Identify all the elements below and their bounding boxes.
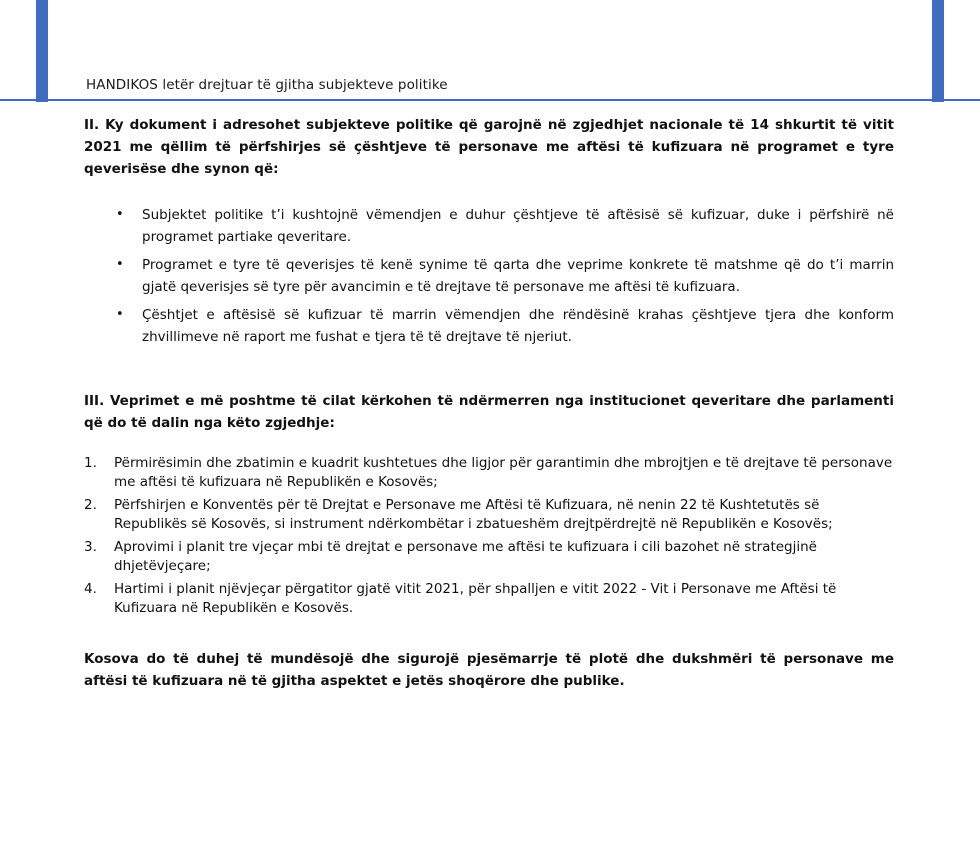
numbered-item: 3. Aprovimi i planit tre vjeçar mbi të drejtat e personave me aftësi te kufizuara i cili bazohet në strategjinë dhjetëvjeçare; [84, 539, 817, 574]
bullet-icon: • [116, 257, 124, 272]
document-body [84, 114, 894, 692]
bullet-item: • Çështjet e aftësisë së kufizuar të marrin vëmendjen dhe rëndësinë krahas çështjeve tjera dhe konform zhvillimeve në raport me fushat e tjera të të drejtave të njeriut. [84, 304, 894, 348]
section-2-intro: II. Ky dokument i adresohet subjekteve politike që garojnë në zgjedhjet nacionale të 14 shkurtit të vitit 2021 me qëllim të përfshirjes së çështjeve të personave me aftësi të kufizuara në programet e tyre qeverisëse dhe synon që: [84, 117, 894, 177]
numbered-item: 2. Përfshirjen e Konventës për të Drejtat e Personave me Aftësi të Kufizuara, në nenin 22 të Kushtetutës së Republikës së Kosovës, si instrument ndërkombëtar i zbatueshëm drejtpërdrejtë në Republikën e Kosovës; [84, 497, 833, 532]
closing-statement: Kosova do të duhej të mundësojë dhe sigurojë pjesëmarrje të plotë dhe dukshmëri të personave me aftësi të kufizuara në të gjitha aspektet e jetës shoqërore dhe publike. [84, 651, 894, 689]
section-3-title: III. Veprimet e më poshtme të cilat kërkohen të ndërmerren nga institucionet qeveritare dhe parlamenti që do të dalin nga këto zgjedhje: [84, 393, 894, 431]
bullet-item: • Programet e tyre të qeverisjes të kenë synime të qarta dhe veprime konkrete të matshme që do t’i marrin gjatë qeverisjes së tyre për avancimin e të drejtave të personave me aftësi të kufizuara. [84, 254, 894, 298]
bullet-icon: • [116, 307, 124, 322]
right-margin-bar [932, 0, 944, 102]
section-2-bullet-list [84, 204, 894, 348]
header-rule [0, 99, 980, 101]
section-3-numbered-list [84, 454, 894, 618]
numbered-item: 1. Përmirësimin dhe zbatimin e kuadrit kushtetues dhe ligjor për garantimin dhe mbrojtjen e të drejtave të personave me aftësi të kufizuara në Republikën e Kosovës; [84, 455, 893, 490]
bullet-icon: • [116, 207, 124, 222]
left-margin-bar [36, 0, 48, 102]
numbered-item: 4. Hartimi i planit njëvjeçar përgatitor gjatë vitit 2021, për shpalljen e vitit 2022 - Vit i Personave me Aftësi të Kufizuara në Republikën e Kosovës. [84, 581, 837, 616]
page-header: HANDIKOS letër drejtuar të gjitha subjekteve politike [86, 77, 448, 93]
bullet-item: • Subjektet politike t’i kushtojnë vëmendjen e duhur çështjeve të aftësisë së kufizuar, duke i përfshirë në programet partiake qeveritare. [84, 204, 894, 248]
